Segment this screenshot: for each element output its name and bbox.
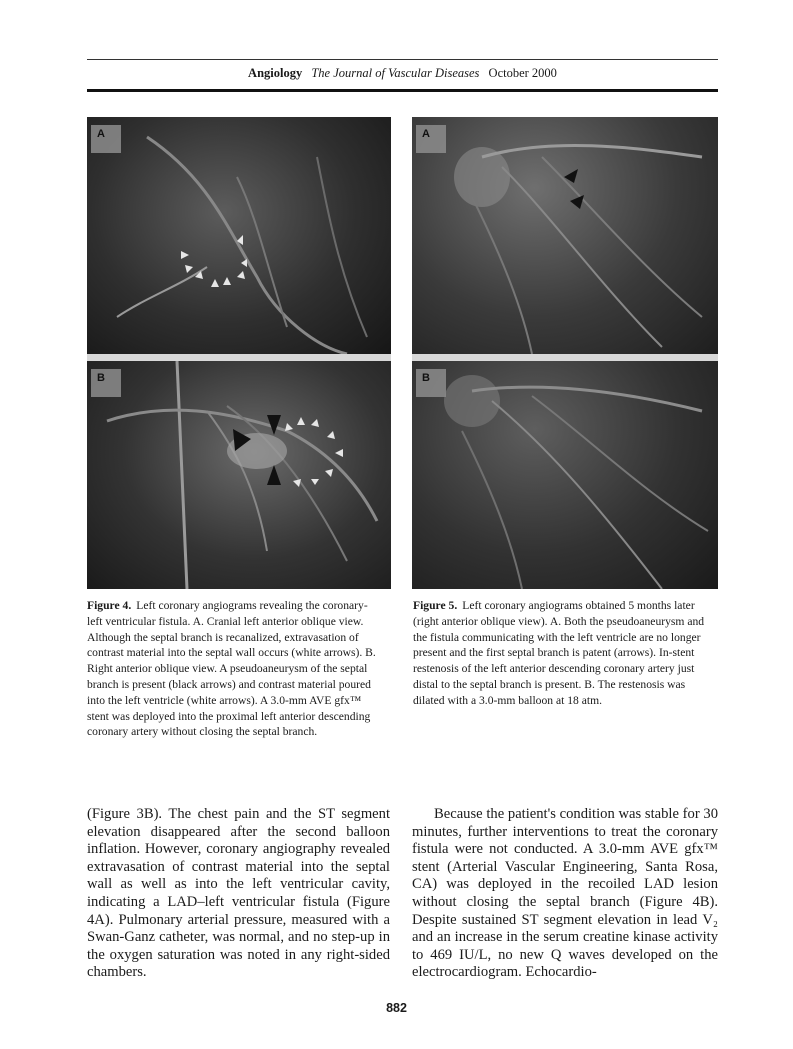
- figure-5-panel-b: [412, 361, 718, 589]
- figure-5: [412, 117, 718, 589]
- journal-subtitle: The Journal of Vascular Diseases: [311, 66, 480, 80]
- figure-5-panel-a: [412, 117, 718, 354]
- issue-date: October 2000: [488, 66, 557, 80]
- body-column-right: [412, 806, 718, 982]
- figure-4: [87, 117, 391, 589]
- figure-5-caption: [413, 598, 711, 709]
- header-rule-bottom: [87, 89, 718, 92]
- running-head: [87, 66, 718, 81]
- body-paragraph-right: Because the patient's condition was stable for 30 minutes, further interventions to treat the coronary fistula were not conducted. A 3.0-mm AVE gfx™ stent (Arterial Vascular Engineering, Santa Rosa, CA) was deployed in the recoiled LAD lesion without closing the septal branch (Figure 4B). Despite sustained ST segment elevation in lead V₂ and an increase in the serum creatine kinase activity to 469 IU/L, no new Q waves developed on the electrocardiogram. Echocardio-: [412, 806, 718, 981]
- body-column-left: [87, 806, 390, 982]
- figure-4-divider: [87, 354, 391, 361]
- figure-5-caption-text: Left coronary angiograms obtained 5 months later (right anterior oblique view). A. Both the pseudoaneurysm and the fistula communicating with the left ventricle are no longer present and the first septal branch is patent (arrows). In-stent restenosis of the left anterior descending coronary artery just distal to the septal branch is present. B. The restenosis was dilated with a 3.0-mm balloon at 18 atm.: [413, 599, 705, 707]
- angiogram-4b: [87, 361, 391, 589]
- angiogram-5a: [412, 117, 718, 354]
- figure-4-caption-lead: Figure 4.: [87, 599, 132, 612]
- figure-4-panel-b: [87, 361, 391, 589]
- figure-5-panel-a-label: A: [416, 125, 446, 153]
- figure-5-panel-b-label: B: [416, 369, 446, 397]
- header-rule-top: [87, 59, 718, 60]
- angiogram-5b: [412, 361, 718, 589]
- body-paragraph-left: (Figure 3B). The chest pain and the ST segment elevation disappeared after the second balloon inflation. However, coronary angiography revealed extravasation of contrast material into the septal wall as well as into the left ventricular cavity, indicating a LAD–left ventricular fistula (Figure 4A). Pulmonary arterial pressure, measured with a Swan-Ganz catheter, was normal, and no step-up in the oxygen saturation was noted in any right-sided chambers.: [87, 806, 390, 981]
- figure-4-caption-text: Left coronary angiograms revealing the coronary-left ventricular fistula. A. Cranial left anterior oblique view. Although the septal branch is recanalized, extravasation of contrast material into the septal wall occurs (white arrows). B. Right anterior oblique view. A pseudoaneurysm of the septal branch is present (black arrows) and contrast material poured into the left ventricle (white arrows). A 3.0-mm AVE gfx™ stent was deployed into the proximal left anterior descending coronary artery without closing the septal branch.: [87, 599, 376, 739]
- journal-name: Angiology: [248, 66, 303, 80]
- figure-5-divider: [412, 354, 718, 361]
- figure-4-panel-a: [87, 117, 391, 354]
- figure-4-panel-b-label: B: [91, 369, 121, 397]
- figure-4-caption: [87, 598, 381, 740]
- figure-5-caption-lead: Figure 5.: [413, 599, 458, 612]
- page-number: 882: [386, 1001, 407, 1015]
- figure-4-panel-a-label: A: [91, 125, 121, 153]
- angiogram-4a: [87, 117, 391, 354]
